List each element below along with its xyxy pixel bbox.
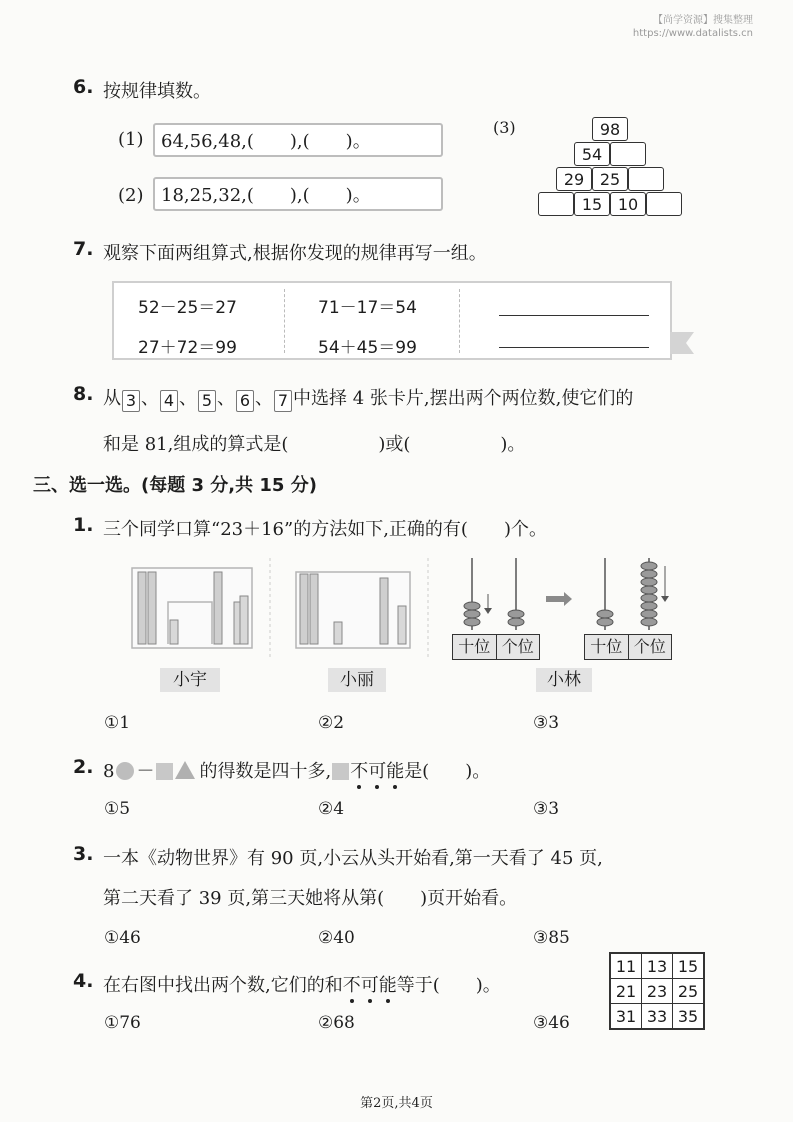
number-pyramid — [536, 117, 686, 217]
divider — [284, 289, 285, 353]
number-card: 5 — [198, 390, 216, 412]
option-3[interactable]: ③46 — [533, 1013, 570, 1033]
abacus-right-labels — [584, 634, 672, 660]
emphasis-char: 不 — [343, 971, 361, 997]
xiaoli-blocks — [296, 572, 410, 648]
q8-prefix: 从 — [103, 388, 121, 409]
number-grid — [609, 952, 705, 1030]
option-1[interactable]: ①46 — [104, 928, 141, 948]
option-1[interactable]: ①76 — [104, 1013, 141, 1033]
q7-title: 观察下面两组算式,根据你发现的规律再写一组。 — [103, 243, 487, 264]
s3q3-line2: 第二天看了 39 页,第三天她将从第( )页开始看。 — [103, 888, 518, 909]
s3q1-number: 1. — [73, 514, 94, 536]
tens-label: 十位 — [585, 635, 629, 659]
option-3[interactable]: ③85 — [533, 928, 570, 948]
watermark-url: https://www.datalists.cn — [632, 28, 753, 39]
pyramid-cell: 98 — [592, 117, 628, 141]
s3q3-line1: 一本《动物世界》有 90 页,小云从头开始看,第一天看了 45 页, — [103, 848, 603, 869]
section-title: 三、选一选。(每题 3 分,共 15 分) — [33, 475, 317, 496]
pyramid-cell — [646, 192, 682, 216]
s3q4-number: 4. — [73, 970, 94, 992]
pyramid-cell: 29 — [556, 167, 592, 191]
s3q3-number: 3. — [73, 843, 94, 865]
pyramid-cell — [538, 192, 574, 216]
s3q2-text — [103, 757, 490, 783]
s3q2-number: 2. — [73, 756, 94, 778]
q7-equation: 54＋45＝99 — [318, 338, 417, 358]
option-3[interactable]: ③3 — [533, 713, 560, 733]
number-card: 3 — [122, 390, 140, 412]
pyramid-cell: 10 — [610, 192, 646, 216]
s3q4-text — [103, 971, 501, 997]
xiaoyu-blocks — [132, 568, 252, 648]
triangle-symbol — [175, 761, 195, 779]
q8-line2: 和是 81,组成的算式是( )或( )。 — [103, 434, 526, 455]
separator: 、 — [217, 388, 235, 409]
emphasis-char: 可 — [361, 971, 379, 997]
option-2[interactable]: ②4 — [318, 799, 345, 819]
number-card: 4 — [160, 390, 178, 412]
s3q1-text: 三个同学口算“23＋16”的方法如下,正确的有( )个。 — [103, 519, 547, 540]
q8-suffix: 中选择 4 张卡片,摆出两个两位数,使它们的 — [293, 388, 634, 409]
separator: 、 — [179, 388, 197, 409]
watermark-title: 【尚学资源】搜集整理 — [653, 15, 753, 26]
digit: 8 — [103, 761, 115, 782]
option-3[interactable]: ③3 — [533, 799, 560, 819]
q6-sub1-sequence — [153, 123, 443, 157]
q6-sub3-label: (3) — [493, 118, 516, 137]
q7-equation: 52－25＝27 — [138, 298, 237, 318]
ones-label: 个位 — [633, 637, 666, 656]
page-footer: 第2页,共4页 — [360, 1096, 433, 1111]
tens-label: 十位 — [453, 635, 497, 659]
q7-equation-panel — [112, 281, 672, 360]
watermark — [633, 14, 753, 40]
s3q2-middle: 的得数是四十多, — [199, 761, 332, 782]
student-name: 小丽 — [328, 668, 386, 692]
student-name: 小林 — [536, 668, 592, 692]
q6-sub1-text: 64,56,48,( ),( )。 — [161, 131, 371, 152]
number-card: 6 — [236, 390, 254, 412]
divider — [459, 289, 460, 353]
emphasis-char: 能 — [379, 971, 397, 997]
square-symbol — [332, 763, 349, 780]
pyramid-cell: 15 — [574, 192, 610, 216]
q8-line1 — [103, 384, 633, 412]
q6-sub2-sequence — [153, 177, 443, 211]
abacus-left-labels — [452, 634, 540, 660]
grid-cell: 35 — [673, 1004, 705, 1030]
option-2[interactable]: ②40 — [318, 928, 355, 948]
ones-label: 个位 — [501, 637, 534, 656]
q7-answer-line[interactable] — [499, 347, 649, 348]
s3q4-prefix: 在右图中找出两个数,它们的和 — [103, 975, 343, 996]
q7-equation: 71－17＝54 — [318, 298, 417, 318]
s3q4-tail: 等于( )。 — [396, 975, 501, 996]
grid-cell: 11 — [610, 953, 642, 979]
emphasis-char: 不 — [350, 757, 368, 783]
pyramid-cell — [610, 142, 646, 166]
pyramid-cell: 25 — [592, 167, 628, 191]
grid-cell: 23 — [642, 979, 673, 1004]
grid-cell: 33 — [642, 1004, 673, 1030]
emphasis-char: 可 — [368, 757, 386, 783]
abacus-left — [464, 558, 524, 630]
q6-title: 按规律填数。 — [103, 81, 211, 102]
option-2[interactable]: ②68 — [318, 1013, 355, 1033]
grid-cell: 21 — [610, 979, 642, 1004]
student-name: 小宇 — [160, 668, 220, 692]
q6-number: 6. — [73, 76, 94, 98]
q6-sub2-text: 18,25,32,( ),( )。 — [161, 185, 371, 206]
s3q2-tail: 是( )。 — [404, 761, 491, 782]
option-1[interactable]: ①5 — [104, 799, 131, 819]
number-card: 7 — [274, 390, 292, 412]
grid-cell: 13 — [642, 953, 673, 979]
emphasis-char: 能 — [386, 757, 404, 783]
q6-sub2-label: (2) — [118, 185, 144, 206]
pyramid-cell: 54 — [574, 142, 610, 166]
separator: 、 — [255, 388, 273, 409]
q7-answer-line[interactable] — [499, 315, 649, 316]
separator: 、 — [141, 388, 159, 409]
abacus-right — [597, 558, 669, 630]
minus-sign: － — [136, 761, 155, 782]
q7-equation: 27＋72＝99 — [138, 338, 237, 358]
arrow-right — [546, 592, 572, 606]
q7-number: 7. — [73, 238, 94, 260]
option-2[interactable]: ②2 — [318, 713, 345, 733]
option-1[interactable]: ①1 — [104, 713, 131, 733]
square-symbol — [156, 763, 173, 780]
pyramid-cell — [628, 167, 664, 191]
q8-number: 8. — [73, 383, 94, 405]
ribbon-decoration — [670, 330, 696, 356]
grid-cell: 31 — [610, 1004, 642, 1030]
q6-sub1-label: (1) — [118, 129, 144, 150]
grid-cell: 25 — [673, 979, 705, 1004]
grid-cell: 15 — [673, 953, 705, 979]
circle-symbol — [116, 762, 134, 780]
